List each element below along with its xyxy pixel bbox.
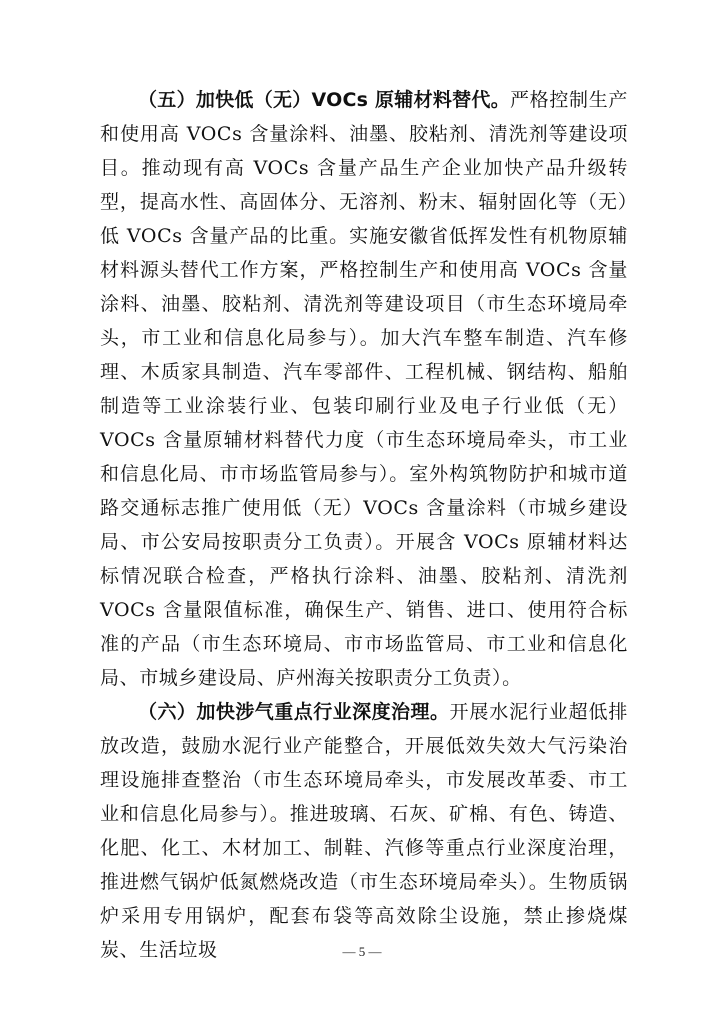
- section-5-paragraph: [100, 83, 628, 695]
- page-number: — 5 —: [342, 944, 382, 959]
- section-6-heading: （六）加快涉气重点行业深度治理。: [138, 701, 450, 723]
- section-6-body: 开展水泥行业超低排放改造，鼓励水泥行业产能整合，开展低效失效大气污染治理设施排查整治（市生态环境局牵头，市发展改革委、市工业和信息化局参与）。推进玻璃、石灰、矿棉、有色、铸造、化肥、化工、木材加工、制鞋、汽修等重点行业深度治理，推进燃气锅炉低氮燃烧改造（市生态环境局牵头）。生物质锅炉采用专用锅炉，配套布袋等高效除尘设施，禁止掺烧煤炭、生活垃圾: [100, 701, 628, 961]
- section-5-body: 严格控制生产和使用高 VOCs 含量涂料、油墨、胶粘剂、清洗剂等建设项目。推动现有高 VOCs 含量产品生产企业加快产品升级转型，提高水性、高固体分、无溶剂、粉末、辐射固化等（无）低 VOCs 含量产品的比重。实施安徽省低挥发性有机物原辅材料源头替代工作方案，严格控制生产和使用高 VOCs 含量涂料、油墨、胶粘剂、清洗剂等建设项目（市生态环境局牵头，市工业和信息化局参与）。加大汽车整车制造、汽车修理、木质家具制造、汽车零部件、工程机械、钢结构、船舶制造等工业涂装行业、包装印刷行业及电子行业低（无）VOCs 含量原辅材料替代力度（市生态环境局牵头，市工业和信息化局、市市场监管局参与）。室外构筑物防护和城市道路交通标志推广使用低（无）VOCs 含量涂料（市城乡建设局、市公安局按职责分工负责）。开展含 VOCs 原辅材料达标情况联合检查，严格执行涂料、油墨、胶粘剂、清洗剂 VOCs 含量限值标准，确保生产、销售、进口、使用符合标准的产品（市生态环境局、市市场监管局、市工业和信息化局、市城乡建设局、庐州海关按职责分工负责）。: [100, 89, 628, 689]
- document-page: [100, 83, 628, 967]
- section-5-heading: （五）加快低（无）VOCs 原辅材料替代。: [138, 89, 510, 111]
- section-6-paragraph: [100, 695, 628, 967]
